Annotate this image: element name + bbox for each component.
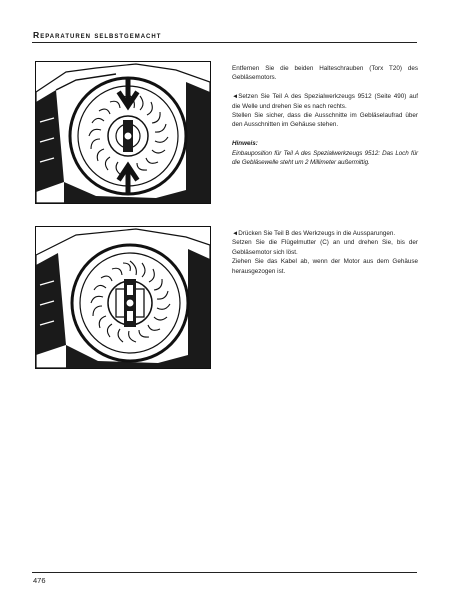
page-number: 476	[33, 576, 46, 585]
note-text: Einbauposition für Teil A des Spezialwerkzeugs 9512: Das Loch für die Gebläsewelle steht um 2 Millimeter außermittig.	[232, 149, 418, 167]
instruction-fit-tool-a: ◄Setzen Sie Teil A des Spezialwerkzeugs 9512 (Seite 490) auf die Welle und drehen Sie es nach rechts.	[232, 93, 418, 110]
blower-tool-illustration	[36, 227, 210, 368]
figure-blower-tool-b	[35, 226, 211, 369]
instruction-wing-nut: Setzen Sie die Flügelmutter (C) an und drehen Sie, bis der Gebläsemotor sich löst.	[232, 239, 418, 256]
instructions-block-2	[232, 229, 418, 276]
instruction-press-tool-b: ◄Drücken Sie Teil B des Werkzeugs in die Aussparungen.	[232, 230, 396, 237]
instruction-disconnect-cable: Ziehen Sie das Kabel ab, wenn der Motor aus dem Gehäuse herausgezogen ist.	[232, 258, 418, 275]
page-header-title: Reparaturen selbstgemacht	[33, 30, 162, 40]
instruction-align-cutouts: Stellen Sie sicher, dass die Ausschnitte im Gebläselaufrad über den Ausschnitten im Gehäuse stehen.	[232, 112, 418, 129]
figure-blower-arrows	[35, 61, 211, 204]
footer-divider	[32, 572, 417, 573]
instruction-remove-screws: Entfernen Sie die beiden Halteschrauben (Torx T20) des Gebläsemotors.	[232, 65, 418, 82]
note-heading: Hinweis:	[232, 140, 258, 148]
instructions-block-1	[232, 64, 418, 167]
header-divider	[32, 42, 417, 43]
blower-arrows-illustration	[36, 62, 210, 203]
